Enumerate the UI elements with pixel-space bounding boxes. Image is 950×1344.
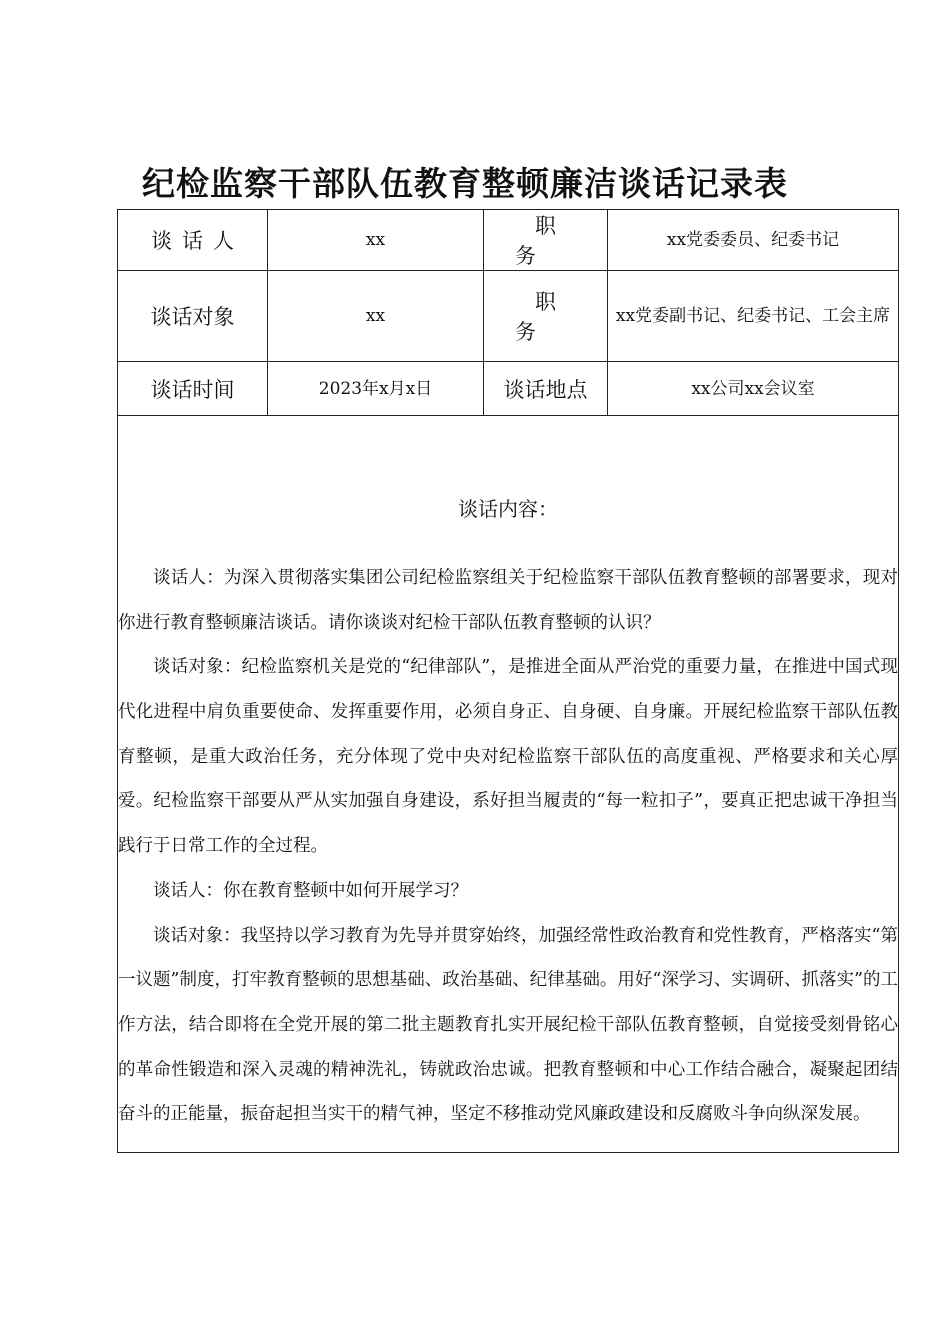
interviewee-label: 谈话对象 [118, 271, 268, 362]
interviewee-position-value: xx党委副书记、纪委书记、工会主席 [608, 271, 899, 362]
interviewer-position-label: 职务 [515, 214, 596, 268]
content-heading: 谈话内容： [458, 496, 558, 521]
interview-time-label: 谈话时间 [118, 362, 268, 416]
content-paragraph: 谈话人：你在教育整顿中如何开展学习？ [153, 880, 468, 901]
record-table [117, 209, 899, 1153]
label-cell [484, 271, 608, 362]
interviewee-value: xx [268, 271, 484, 362]
content-paragraph: 谈话人：为深入贯彻落实集团公司纪检监察组关于纪检监察干部队伍教育整顿的部署要求，现对你进行教育整顿廉洁谈话。请你谈谈对纪检干部队伍教育整顿的认识？ [118, 567, 898, 633]
content-row [118, 416, 899, 1153]
label-cell [484, 210, 608, 271]
table-row [118, 271, 899, 362]
interview-place-label: 谈话地点 [484, 362, 608, 416]
interviewer-position-value: xx党委委员、纪委书记 [608, 210, 899, 271]
interviewer-label: 谈话人 [151, 229, 244, 253]
content-cell [118, 416, 899, 1153]
interview-time-value: 2023年x月x日 [268, 362, 484, 416]
content-paragraph: 谈话对象：我坚持以学习教育为先导并贯穿始终，加强经常性政治教育和党性教育，严格落实“第一议题”制度，打牢教育整顿的思想基础、政治基础、纪律基础。用好“深学习、实调研、抓落实”的工作方法，结合即将在全党开展的第二批主题教育扎实开展纪检干部队伍教育整顿，自觉接受刻骨铭心的革命性锻造和深入灵魂的精神洗礼，铸就政治忠诚。把教育整顿和中心工作结合融合，凝聚起团结奋斗的正能量，振奋起担当实干的精气神，坚定不移推动党风廉政建设和反腐败斗争向纵深发展。 [118, 925, 898, 1125]
content-paragraph: 谈话对象：纪检监察机关是党的“纪律部队”，是推进全面从严治党的重要力量，在推进中国式现代化进程中肩负重要使命、发挥重要作用，必须自身正、自身硬、自身廉。开展纪检监察干部队伍教育整顿，是重大政治任务，充分体现了党中央对纪检监察干部队伍的高度重视、严格要求和关心厚爱。纪检监察干部要从严从实加强自身建设，系好担当履责的“每一粒扣子”，要真正把忠诚干净担当践行于日常工作的全过程。 [118, 657, 898, 857]
table-row [118, 362, 899, 416]
table-row [118, 210, 899, 271]
document-title: 纪检监察干部队伍教育整顿廉洁谈话记录表 [142, 164, 788, 203]
interviewee-position-label: 职务 [515, 290, 596, 344]
label-cell [118, 210, 268, 271]
interviewer-value: xx [268, 210, 484, 271]
interview-place-value: xx公司xx会议室 [608, 362, 899, 416]
